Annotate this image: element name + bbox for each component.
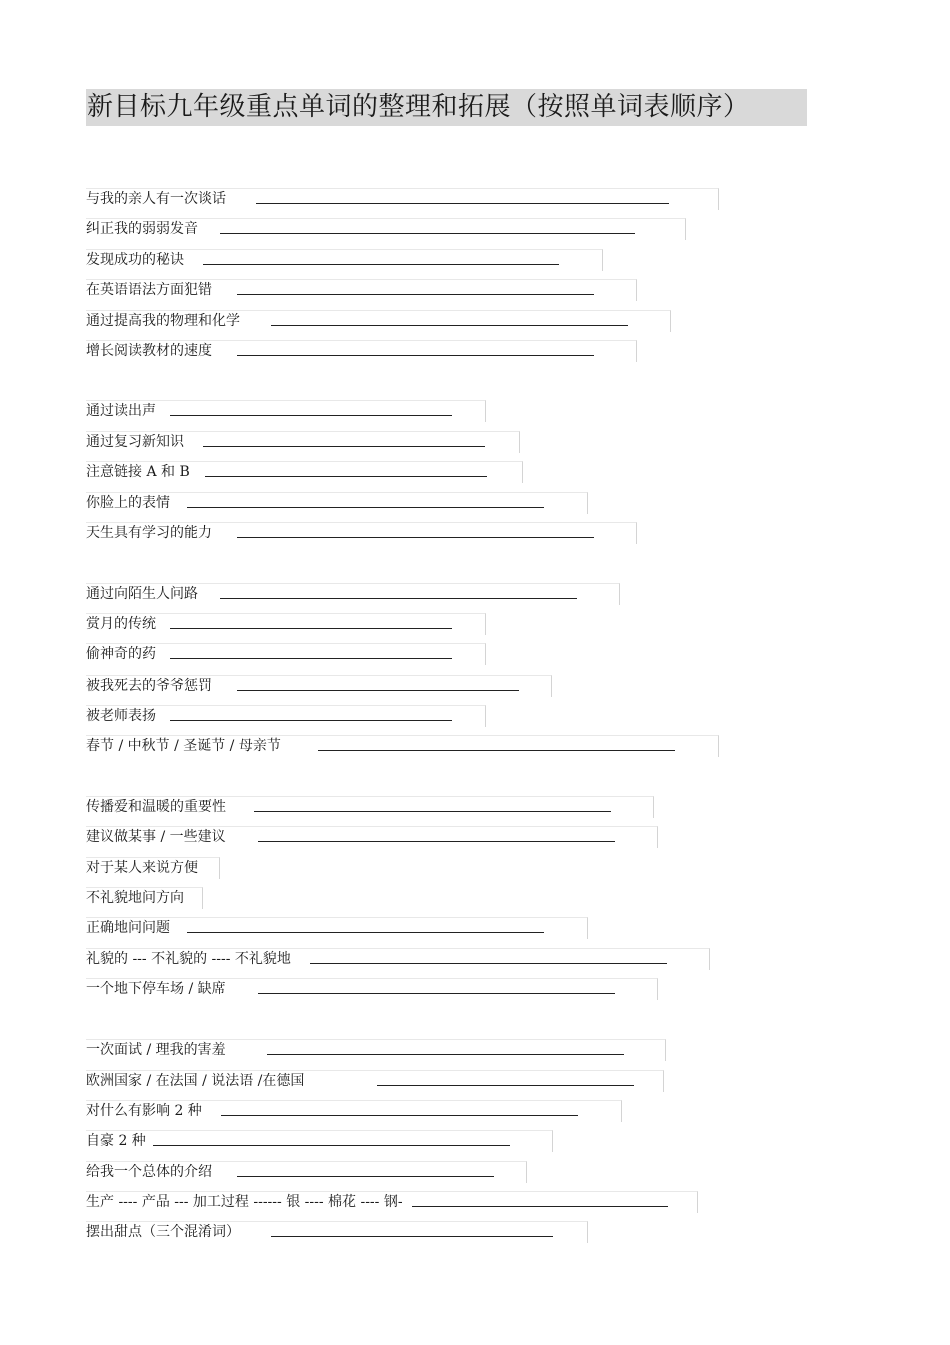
exercise-row (86, 643, 486, 665)
row-prompt: 你脸上的表情 (86, 495, 170, 511)
exercise-row (86, 400, 486, 422)
answer-blank[interactable] (271, 1222, 553, 1237)
row-prompt: 欧洲国家 / 在法国 / 说法语 /在德国 (86, 1073, 305, 1089)
row-prompt: 增长阅读教材的速度 (86, 343, 212, 359)
exercise-row (86, 948, 710, 970)
exercise-row (86, 431, 520, 453)
exercise-row (86, 249, 603, 271)
exercise-row (86, 461, 523, 483)
row-prompt: 摆出甜点（三个混淆词） (86, 1224, 240, 1240)
answer-blank[interactable] (220, 219, 635, 234)
row-prompt: 礼貌的 --- 不礼貌的 ---- 不礼貌地 (86, 951, 291, 967)
exercise-row (86, 735, 719, 757)
answer-blank[interactable] (271, 311, 628, 326)
exercise-row (86, 188, 719, 210)
exercise-row (86, 1039, 666, 1061)
answer-blank[interactable] (221, 1101, 578, 1116)
row-prompt: 给我一个总体的介绍 (86, 1164, 212, 1180)
answer-blank[interactable] (237, 1162, 494, 1177)
exercise-row (86, 492, 588, 514)
answer-blank[interactable] (237, 280, 594, 295)
row-prompt: 对什么有影响 2 种 (86, 1103, 202, 1119)
exercise-row (86, 522, 637, 544)
row-prompt: 不礼貌地问方向 (86, 890, 184, 906)
answer-blank[interactable] (237, 676, 519, 691)
answer-blank[interactable] (220, 584, 577, 599)
exercise-row (86, 1161, 527, 1183)
exercise-row (86, 218, 686, 240)
answer-blank[interactable] (203, 432, 485, 447)
row-prompt: 注意链接 A 和 B (86, 464, 190, 480)
exercise-row (86, 887, 203, 909)
row-prompt: 春节 / 中秋节 / 圣诞节 / 母亲节 (86, 738, 281, 754)
exercise-row (86, 613, 486, 635)
row-prompt: 被我死去的爷爷惩罚 (86, 678, 212, 694)
row-prompt: 通过提高我的物理和化学 (86, 313, 240, 329)
answer-blank[interactable] (153, 1131, 510, 1146)
answer-blank[interactable] (267, 1040, 624, 1055)
row-prompt: 与我的亲人有一次谈话 (86, 191, 226, 207)
row-prompt: 天生具有学习的能力 (86, 525, 212, 541)
answer-blank[interactable] (254, 797, 611, 812)
exercise-row (86, 279, 637, 301)
row-prompt: 生产 ---- 产品 --- 加工过程 ------ 银 ---- 棉花 ---- 钢- (86, 1194, 403, 1210)
exercise-row (86, 1221, 588, 1243)
row-prompt: 发现成功的秘诀 (86, 252, 184, 268)
exercise-row (86, 705, 486, 727)
answer-blank[interactable] (203, 250, 559, 265)
exercise-row (86, 1070, 664, 1092)
exercise-row (86, 857, 220, 879)
row-prompt: 通过读出声 (86, 403, 156, 419)
row-prompt: 自豪 2 种 (86, 1133, 146, 1149)
answer-blank[interactable] (237, 523, 594, 538)
exercise-row (86, 675, 552, 697)
answer-blank[interactable] (377, 1071, 634, 1086)
answer-blank[interactable] (170, 614, 452, 629)
answer-blank[interactable] (412, 1192, 668, 1207)
answer-blank[interactable] (187, 493, 544, 508)
exercise-row (86, 583, 620, 605)
row-prompt: 纠正我的弱弱发音 (86, 221, 198, 237)
row-prompt: 一次面试 / 理我的害羞 (86, 1042, 226, 1058)
row-prompt: 建议做某事 / 一些建议 (86, 829, 226, 845)
exercise-row (86, 978, 658, 1000)
row-prompt: 一个地下停车场 / 缺席 (86, 981, 226, 997)
row-prompt: 偷神奇的药 (86, 646, 156, 662)
exercise-row (86, 796, 654, 818)
answer-blank[interactable] (205, 462, 487, 477)
row-prompt: 在英语语法方面犯错 (86, 282, 212, 298)
answer-blank[interactable] (256, 189, 669, 204)
answer-blank[interactable] (237, 341, 594, 356)
exercise-row (86, 1191, 698, 1213)
answer-blank[interactable] (170, 401, 452, 416)
row-prompt: 被老师表扬 (86, 708, 156, 724)
answer-blank[interactable] (258, 979, 615, 994)
exercise-row (86, 340, 637, 362)
answer-blank[interactable] (310, 949, 667, 964)
answer-blank[interactable] (318, 736, 675, 751)
exercise-row (86, 310, 671, 332)
answer-blank[interactable] (170, 644, 452, 659)
exercise-row (86, 917, 588, 939)
exercise-row (86, 1130, 553, 1152)
answer-blank[interactable] (258, 827, 615, 842)
row-prompt: 正确地问问题 (86, 920, 170, 936)
answer-blank[interactable] (187, 918, 544, 933)
exercise-row (86, 1100, 622, 1122)
row-prompt: 传播爱和温暖的重要性 (86, 799, 226, 815)
answer-blank[interactable] (170, 706, 452, 721)
page-title: 新目标九年级重点单词的整理和拓展（按照单词表顺序） (86, 89, 807, 126)
row-prompt: 赏月的传统 (86, 616, 156, 632)
row-prompt: 通过复习新知识 (86, 434, 184, 450)
row-prompt: 通过向陌生人问路 (86, 586, 198, 602)
row-prompt: 对于某人来说方便 (86, 860, 198, 876)
exercise-row (86, 826, 658, 848)
